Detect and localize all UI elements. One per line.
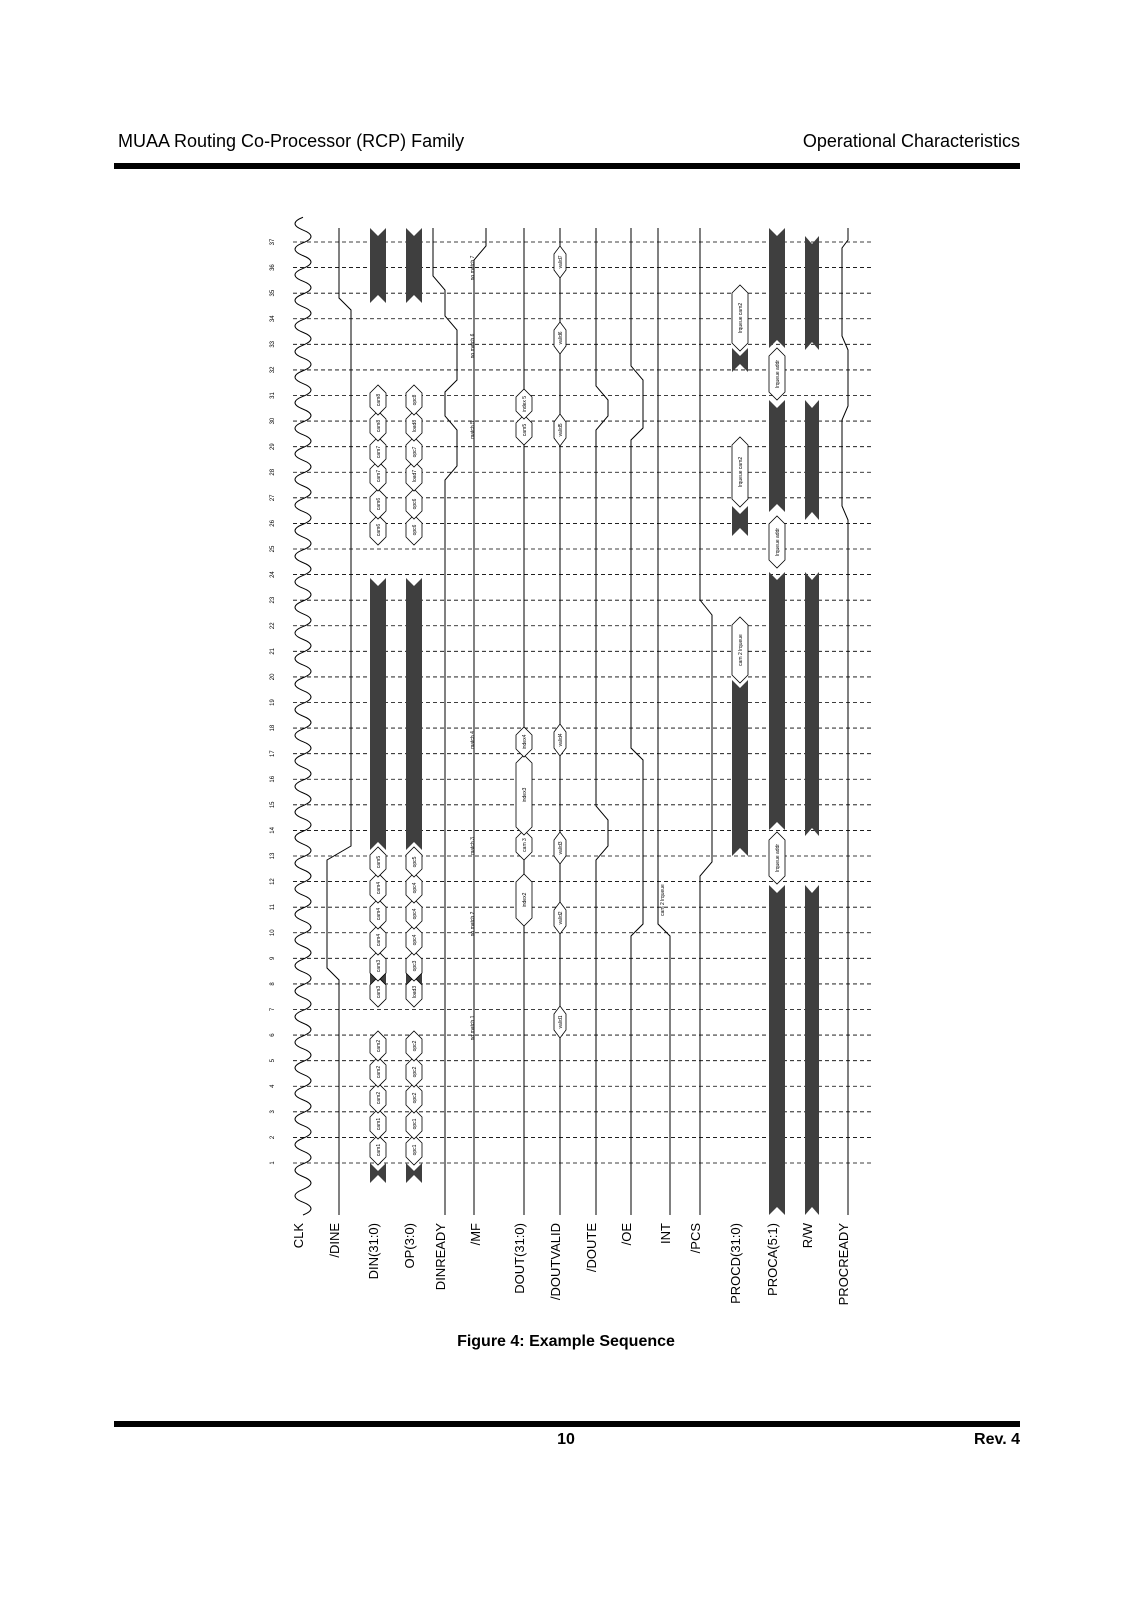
signal-label: /DOUTVALID bbox=[548, 1223, 563, 1301]
op-cell-label: opc4 bbox=[412, 908, 418, 920]
cycle-number: 10 bbox=[270, 929, 276, 937]
cycle-number: 5 bbox=[270, 1058, 276, 1063]
proca-cell-label: lrqueue addr bbox=[775, 843, 781, 873]
cycle-number: 34 bbox=[270, 315, 276, 323]
cycle-number: 27 bbox=[270, 494, 276, 502]
proca-dark-band bbox=[769, 400, 785, 512]
dout-cell-label: index2 bbox=[522, 892, 528, 908]
op-dark-band bbox=[406, 578, 422, 850]
din-cell-label: cam8 bbox=[376, 419, 382, 433]
signal-labels bbox=[291, 1222, 851, 1305]
doutvalid-cell-label: valid6 bbox=[558, 331, 564, 345]
signal-label: /DINE bbox=[327, 1223, 342, 1258]
op-dark-band bbox=[406, 1163, 422, 1183]
op-cell-label: opc2 bbox=[412, 1066, 418, 1078]
procd-cell-label: lrqueue cam2 bbox=[738, 302, 744, 334]
din-cell-label: cam1 bbox=[376, 1117, 382, 1131]
op-cell-label: opc1 bbox=[412, 1144, 418, 1156]
proca-dark-band bbox=[769, 228, 785, 348]
doutvalid-cell-label: valid3 bbox=[558, 841, 564, 855]
mf-annotation: match 3 bbox=[470, 837, 476, 855]
op-cell-label: opc2 bbox=[412, 1092, 418, 1104]
dinready-wave bbox=[433, 228, 457, 1215]
signal-label: OP(3:0) bbox=[402, 1223, 417, 1269]
op-cell-label: opc6 bbox=[412, 498, 418, 510]
mf-annotation: no match 2 bbox=[470, 911, 476, 937]
op-cell-label: opc8 bbox=[412, 394, 418, 406]
op-cell-label: opc1 bbox=[412, 1118, 418, 1130]
cycle-number: 28 bbox=[270, 468, 276, 476]
cycle-number: 20 bbox=[270, 673, 276, 681]
proca-cell-label: lrqueue addr bbox=[775, 527, 781, 557]
proca-dark-band bbox=[769, 885, 785, 1215]
op-cell-label: load8 bbox=[412, 419, 418, 433]
din-dark-band bbox=[370, 578, 386, 850]
int-annotation: cam 2 lrqueue bbox=[660, 884, 666, 916]
cycle-number: 9 bbox=[270, 956, 276, 961]
cycle-number: 26 bbox=[270, 520, 276, 527]
mf-annotation: no match 1 bbox=[470, 1015, 476, 1041]
cycle-number: 29 bbox=[270, 443, 276, 451]
doutvalid-cell-label: valid4 bbox=[558, 733, 564, 747]
mf-annotation: no match 6 bbox=[470, 333, 476, 359]
din-cell-label: cam2 bbox=[376, 1039, 382, 1053]
op-cell-label: load7 bbox=[412, 469, 418, 483]
din-cell-label: cam3 bbox=[376, 959, 382, 973]
signal-label: PROCA(5:1) bbox=[765, 1223, 780, 1296]
signal-label: /DOUTE bbox=[584, 1223, 599, 1273]
op-cell-label: opc2 bbox=[412, 1040, 418, 1052]
rw-dark-band bbox=[805, 236, 819, 350]
doutvalid-cell-label: valid2 bbox=[558, 911, 564, 925]
din-cell-label: cam7 bbox=[376, 445, 382, 459]
cycle-number: 25 bbox=[270, 545, 276, 553]
signal-label: INT bbox=[658, 1223, 673, 1244]
cycle-number: 31 bbox=[270, 392, 276, 399]
cycle-number: 24 bbox=[270, 571, 276, 578]
page-number: 10 bbox=[557, 1431, 575, 1448]
procd-cell-label: cam 2 lrqueue bbox=[738, 634, 744, 666]
header-title: MUAA Routing Co-Processor (RCP) Family bbox=[118, 131, 465, 151]
mf-wave bbox=[474, 228, 486, 1215]
cycle-number: 7 bbox=[270, 1007, 276, 1012]
cycle-number: 21 bbox=[270, 647, 276, 655]
cycle-number: 11 bbox=[270, 904, 276, 911]
doutvalid-cell-label: valid1 bbox=[558, 1015, 564, 1029]
procd-dark-band bbox=[732, 348, 748, 372]
cycle-number: 3 bbox=[270, 1110, 276, 1114]
dout-cell-label: index4 bbox=[522, 734, 528, 750]
cycle-numbers bbox=[270, 238, 276, 1165]
signal-label: /MF bbox=[468, 1223, 483, 1246]
din-cell-label: cam7 bbox=[376, 469, 382, 483]
procready-wave bbox=[842, 228, 848, 1215]
din-cell-label: cam6 bbox=[376, 523, 382, 537]
dout-cell-label: index3 bbox=[522, 787, 528, 803]
rw-dark-band bbox=[805, 400, 819, 520]
signal-label: DIN(31:0) bbox=[366, 1223, 381, 1280]
cycle-number: 32 bbox=[270, 366, 276, 374]
cycle-number: 30 bbox=[270, 417, 276, 425]
proca-dark-band bbox=[769, 572, 785, 830]
revision: Rev. 4 bbox=[974, 1431, 1020, 1448]
cycle-number: 15 bbox=[270, 801, 276, 809]
doutvalid-cell-label: valid5 bbox=[558, 423, 564, 437]
din-cell-label: cam5 bbox=[376, 855, 382, 869]
cycle-number: 13 bbox=[270, 852, 276, 860]
mf-annotation: match 4 bbox=[470, 731, 476, 749]
cycle-number: 23 bbox=[270, 596, 276, 604]
cycle-number: 4 bbox=[270, 1084, 276, 1088]
cycle-number: 12 bbox=[270, 878, 276, 885]
din-cell-label: cam6 bbox=[376, 497, 382, 511]
cycle-number: 8 bbox=[270, 982, 276, 986]
procd-dark-band bbox=[732, 506, 748, 536]
din-dark-band bbox=[370, 1163, 386, 1183]
header-section: Operational Characteristics bbox=[802, 131, 1020, 151]
figure-caption: Figure 4: Example Sequence bbox=[457, 1333, 675, 1350]
rw-dark-band bbox=[805, 572, 819, 836]
cycle-number: 17 bbox=[270, 750, 276, 758]
mf-annotation: match 5 bbox=[470, 421, 476, 439]
signal-label: R/W bbox=[800, 1223, 815, 1249]
din-cell-label: cam1 bbox=[376, 1143, 382, 1157]
pcs-wave bbox=[700, 228, 712, 1215]
din-cell-label: cam8 bbox=[376, 393, 382, 407]
signal-label: DINREADY bbox=[433, 1223, 448, 1291]
footer-rule bbox=[114, 1421, 1020, 1427]
op-cell-label: opc5 bbox=[412, 856, 418, 868]
op-cell-label: opc4 bbox=[412, 882, 418, 894]
cycle-number: 14 bbox=[270, 827, 276, 834]
cycle-number: 2 bbox=[270, 1135, 276, 1140]
cycle-number: 6 bbox=[270, 1033, 276, 1037]
cycle-number: 22 bbox=[270, 622, 276, 630]
signal-label: PROCD(31:0) bbox=[728, 1223, 743, 1304]
dout-cell-label: cam 3 bbox=[522, 838, 528, 852]
clk-wave bbox=[295, 217, 311, 1215]
oe-wave bbox=[631, 228, 643, 1215]
cycle-number: 37 bbox=[270, 238, 276, 246]
cycle-number: 36 bbox=[270, 264, 276, 271]
cycle-number: 18 bbox=[270, 724, 276, 732]
din-cell-label: cam2 bbox=[376, 1065, 382, 1079]
op-cell-label: opc7 bbox=[412, 446, 418, 458]
din-cell-label: cam4 bbox=[376, 907, 382, 921]
cycle-number: 35 bbox=[270, 289, 276, 297]
signal-label: PROCREADY bbox=[836, 1223, 851, 1306]
op-cell-label: load3 bbox=[412, 985, 418, 999]
mf-annotation: no match 7 bbox=[470, 255, 476, 281]
dout-cell-label: index 5 bbox=[522, 395, 528, 413]
dout-cell-label: cam5 bbox=[522, 423, 528, 437]
signal-label: /PCS bbox=[688, 1223, 703, 1254]
din-dark-band bbox=[370, 228, 386, 303]
signal-waveforms bbox=[295, 217, 848, 1215]
doute-wave bbox=[596, 228, 608, 1215]
procd-cell-label: lrqueue cam2 bbox=[738, 456, 744, 488]
signal-label: /OE bbox=[619, 1223, 634, 1246]
op-cell-label: opc4 bbox=[412, 934, 418, 946]
procd-dark-band bbox=[732, 680, 748, 856]
op-cell-label: opc3 bbox=[412, 960, 418, 972]
cycle-number: 16 bbox=[270, 775, 276, 783]
cycle-number: 1 bbox=[270, 1161, 276, 1165]
doutvalid-cell-label: valid7 bbox=[558, 255, 564, 269]
din-cell-label: cam4 bbox=[376, 881, 382, 895]
proca-cell-label: lrqueue addr bbox=[775, 359, 781, 389]
din-cell-label: cam4 bbox=[376, 933, 382, 947]
dine-wave bbox=[327, 228, 351, 1215]
cycle-number: 19 bbox=[270, 699, 276, 706]
din-cell-label: cam2 bbox=[376, 1091, 382, 1105]
op-cell-label: opc6 bbox=[412, 524, 418, 536]
rw-dark-band bbox=[805, 885, 819, 1215]
int-wave bbox=[658, 228, 670, 1215]
signal-label: DOUT(31:0) bbox=[512, 1223, 527, 1294]
din-cell-label: cam3 bbox=[376, 985, 382, 999]
op-dark-band bbox=[406, 228, 422, 303]
cycle-number: 33 bbox=[270, 340, 276, 348]
signal-label: CLK bbox=[291, 1223, 306, 1249]
